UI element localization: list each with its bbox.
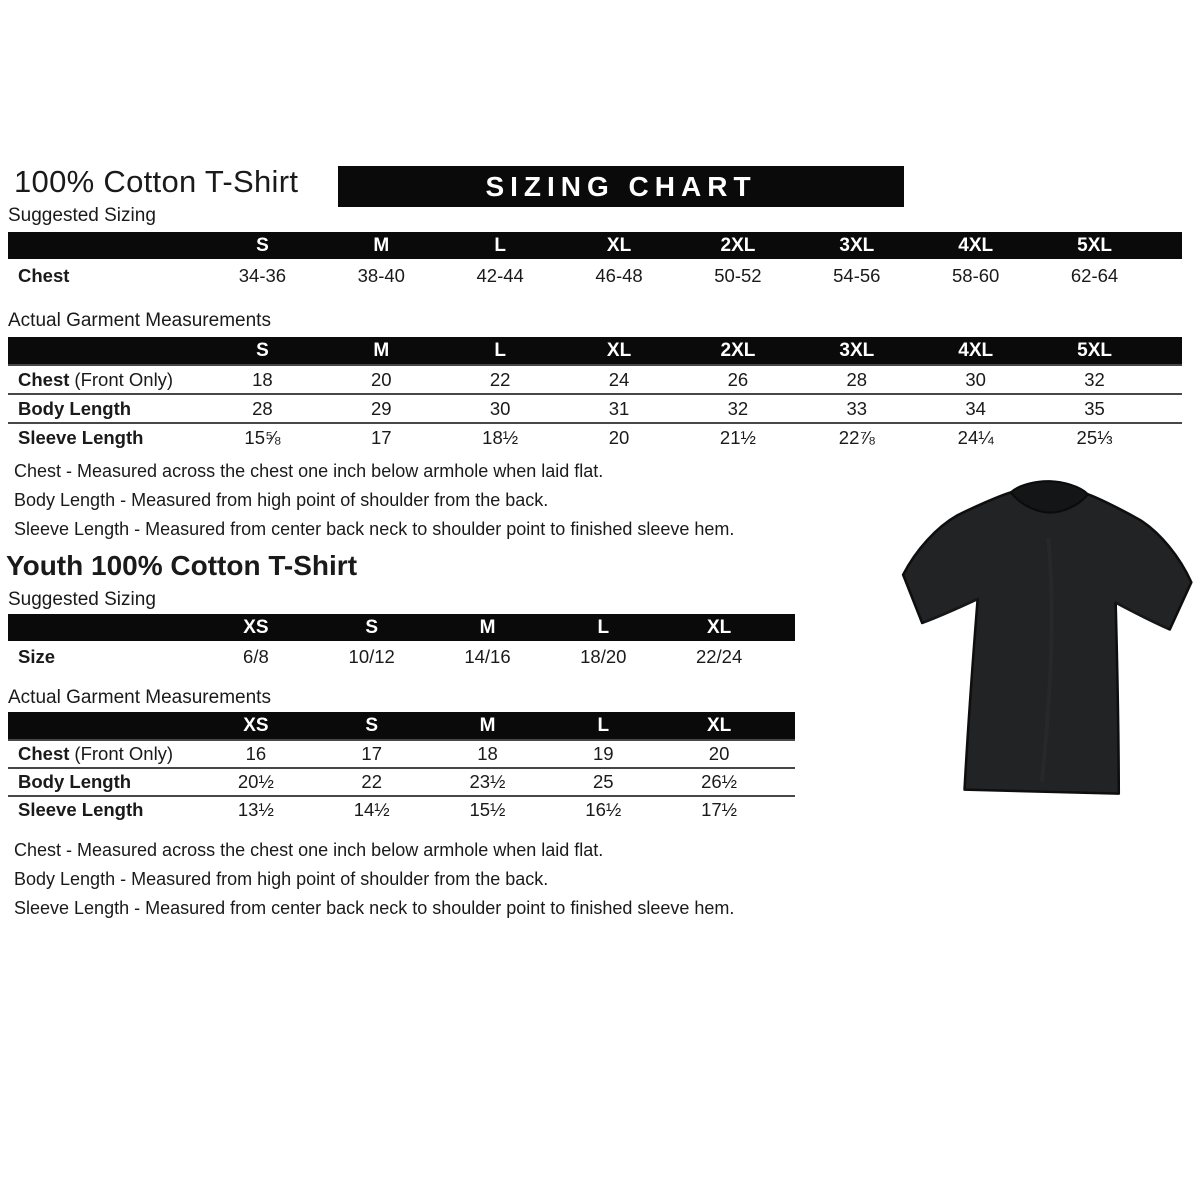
col-header: M <box>373 234 390 256</box>
table-row <box>8 795 795 823</box>
table-row <box>8 393 1182 422</box>
note-line: Body Length - Measured from high point of shoulder from the back. <box>14 490 549 510</box>
col-header: XL <box>606 339 632 361</box>
cell: 31 <box>608 397 630 419</box>
row-label-text: Chest <box>18 368 70 390</box>
page-title: 100% Cotton T-Shirt <box>14 164 299 199</box>
cell: 50-52 <box>714 264 762 286</box>
cell: 24¼ <box>957 426 994 448</box>
youth-section-title: Youth 100% Cotton T-Shirt <box>6 550 358 581</box>
cell: 34-36 <box>238 264 287 286</box>
row-label-text: Sleeve Length <box>18 426 144 448</box>
cell: 18 <box>477 743 498 764</box>
cell: 58-60 <box>952 264 1000 286</box>
col-header: L <box>494 339 506 361</box>
cell: 25 <box>593 771 614 792</box>
cell: 30 <box>965 368 986 390</box>
row-label-suffix: (Front Only) <box>74 368 174 390</box>
col-header: 4XL <box>958 234 994 256</box>
row-label <box>8 743 198 765</box>
cell: 32 <box>1084 368 1105 390</box>
youth-suggested-header-row <box>8 614 795 641</box>
row-label <box>8 427 203 449</box>
col-header: XS <box>243 714 269 736</box>
youth-actual-header-row <box>8 712 795 739</box>
cell: 28 <box>846 368 868 390</box>
sizing-chart-banner-text: SIZING CHART <box>485 170 757 202</box>
cell: 20 <box>708 743 730 764</box>
cell: 17½ <box>701 799 738 820</box>
cell: 22/24 <box>695 646 743 667</box>
cell: 26 <box>727 368 749 390</box>
table-row <box>8 422 1182 451</box>
note-line: Chest - Measured across the chest one inch below armhole when laid flat. <box>14 461 604 481</box>
cell: 35 <box>1084 397 1105 419</box>
row-label-text: Body Length <box>18 771 132 792</box>
cell: 16½ <box>585 799 622 820</box>
adult-actual-header-row <box>8 337 1182 364</box>
note-line: Sleeve Length - Measured from center back neck to shoulder point to finished sleeve hem. <box>14 898 735 918</box>
col-header: L <box>597 616 610 638</box>
col-header: 5XL <box>1077 234 1112 256</box>
adult-suggested-table <box>8 232 1182 292</box>
col-header: M <box>373 339 390 361</box>
adult-suggested-sizing-label: Suggested Sizing <box>8 205 156 226</box>
cell: 42-44 <box>476 264 524 286</box>
cell: 6/8 <box>243 646 269 667</box>
col-header: S <box>256 234 269 256</box>
note-line: Body Length - Measured from high point of shoulder from the back. <box>14 869 549 889</box>
tshirt-photo <box>893 477 1198 812</box>
col-header: XL <box>706 714 732 736</box>
cell: 30 <box>489 397 511 419</box>
row-label: Chest <box>18 264 70 286</box>
row-label: Size <box>18 646 56 667</box>
row-label <box>8 771 198 793</box>
youth-actual-table <box>8 712 795 823</box>
cell: 54-56 <box>833 264 881 286</box>
adult-actual-measurements-label: Actual Garment Measurements <box>8 310 271 331</box>
tshirt-fold-highlight <box>1042 538 1054 782</box>
cell: 20½ <box>237 771 274 792</box>
col-header: 3XL <box>839 234 875 256</box>
note-line: Sleeve Length - Measured from center back neck to shoulder point to finished sleeve hem. <box>14 519 735 539</box>
cell: 14/16 <box>464 646 511 667</box>
row-label-suffix: (Front Only) <box>74 743 174 764</box>
adult-actual-table <box>8 337 1182 451</box>
cell: 33 <box>846 397 868 419</box>
note-line: Chest - Measured across the chest one inch below armhole when laid flat. <box>14 840 604 860</box>
row-label-text: Sleeve Length <box>18 799 144 820</box>
col-header: L <box>597 714 610 736</box>
cell: 22 <box>489 368 511 390</box>
col-header: S <box>256 339 269 361</box>
youth-actual-measurements-label: Actual Garment Measurements <box>8 687 271 708</box>
table-row <box>8 641 795 673</box>
tshirt-collar-path <box>1010 480 1088 513</box>
cell: 15⅝ <box>244 426 281 448</box>
col-header: M <box>479 616 496 638</box>
sizing-chart-banner <box>338 166 904 207</box>
row-label <box>8 398 203 420</box>
adult-suggested-header-row <box>8 232 1182 259</box>
row-label <box>8 799 198 821</box>
col-header: XL <box>606 234 632 256</box>
youth-suggested-sizing-label: Suggested Sizing <box>8 589 156 610</box>
col-header: 4XL <box>958 339 994 361</box>
table-row <box>8 259 1182 292</box>
col-header: 3XL <box>839 339 875 361</box>
table-row <box>8 739 795 767</box>
col-header: 2XL <box>720 234 756 256</box>
cell: 17 <box>361 743 382 764</box>
cell: 16 <box>245 743 267 764</box>
cell: 32 <box>727 397 749 419</box>
col-header: L <box>494 234 506 256</box>
cell: 38-40 <box>357 264 405 286</box>
col-header: 5XL <box>1077 339 1112 361</box>
cell: 21½ <box>719 426 756 448</box>
cell: 28 <box>252 397 273 419</box>
cell: 46-48 <box>595 264 643 286</box>
tshirt-illustration <box>893 477 1198 812</box>
tshirt-body-path <box>898 490 1194 796</box>
col-header: XS <box>243 616 269 638</box>
cell: 34 <box>965 397 986 419</box>
cell: 22 <box>361 771 382 792</box>
cell: 18/20 <box>580 646 627 667</box>
cell: 14½ <box>353 799 390 820</box>
adult-measurement-notes <box>14 457 734 544</box>
cell: 18 <box>252 368 273 390</box>
row-label <box>8 369 203 391</box>
cell: 13½ <box>237 799 274 820</box>
tshirt-right-sleeve-seam <box>1115 603 1168 629</box>
youth-suggested-table <box>8 614 795 673</box>
cell: 17 <box>371 426 392 448</box>
row-label-text: Body Length <box>18 397 132 419</box>
col-header: XL <box>706 616 732 638</box>
cell: 22⅞ <box>838 426 875 448</box>
row-label-text: Chest <box>18 743 70 764</box>
cell: 26½ <box>701 771 738 792</box>
cell: 18½ <box>482 426 519 448</box>
col-header: M <box>479 714 496 736</box>
cell: 23½ <box>469 771 506 792</box>
cell: 10/12 <box>348 646 395 667</box>
cell: 20 <box>371 368 392 390</box>
tshirt-group <box>898 477 1194 795</box>
cell: 24 <box>608 368 630 390</box>
table-row <box>8 767 795 795</box>
table-row <box>8 364 1182 393</box>
tshirt-left-sleeve-seam <box>924 598 977 624</box>
cell: 29 <box>371 397 392 419</box>
youth-measurement-notes <box>14 836 734 923</box>
cell: 19 <box>593 743 614 764</box>
cell: 20 <box>608 426 630 448</box>
cell: 15½ <box>469 799 506 820</box>
cell: 62-64 <box>1070 264 1119 286</box>
col-header: S <box>365 714 379 736</box>
col-header: 2XL <box>720 339 756 361</box>
col-header: S <box>365 616 379 638</box>
cell: 25⅓ <box>1076 426 1113 448</box>
